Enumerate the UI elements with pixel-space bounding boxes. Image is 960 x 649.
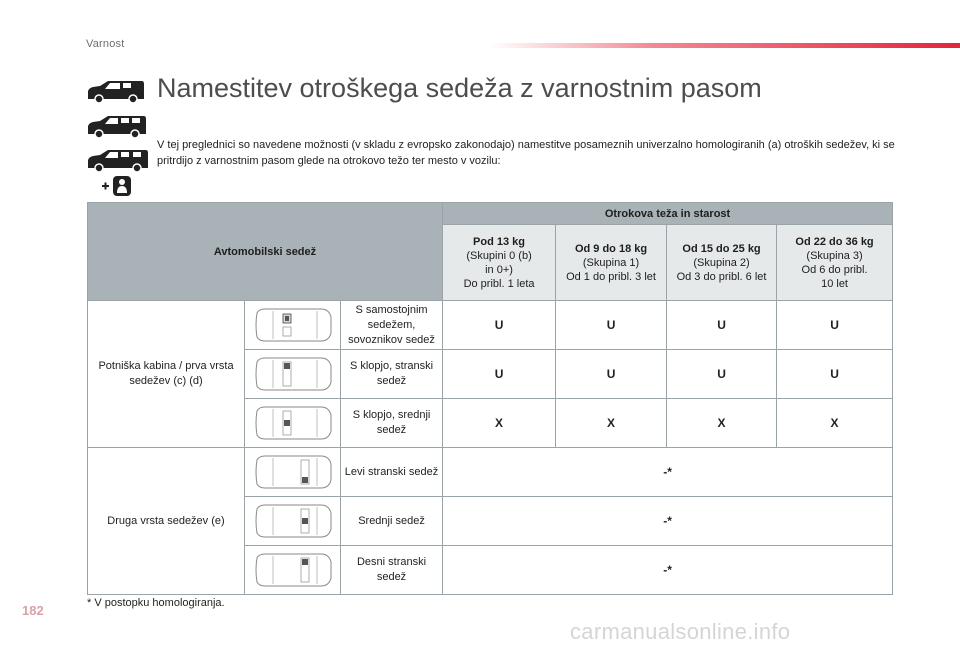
table-cell-value: X [667, 399, 777, 448]
seat-position: S klopjo, srednji sedež [341, 399, 443, 448]
table-cell-value: -* [443, 546, 893, 595]
page-number: 182 [22, 603, 44, 618]
car-seat-diagram-icon [245, 301, 341, 350]
car-seat-diagram-icon [245, 497, 341, 546]
table-row [88, 301, 893, 350]
car-seat-diagram-icon [245, 448, 341, 497]
group-label-front: Potniška kabina / prva vrsta sedežev (c) (d) [88, 301, 245, 448]
van-medium-icon [86, 114, 148, 140]
table-cell-value: U [777, 301, 893, 350]
group-label-second-row: Druga vrsta sedežev (e) [88, 448, 245, 595]
category-header: Od 22 do 36 kg (Skupina 3) Od 6 do pribl. 10 let [777, 225, 893, 301]
col-vehicle-seat-header: Avtomobilski sedež [88, 203, 443, 301]
page-title: Namestitev otroškega sedeža z varnostnim pasom [157, 73, 762, 103]
table-cell-value: U [556, 301, 667, 350]
seat-position: Srednji sedež [341, 497, 443, 546]
section-label: Varnost [86, 38, 125, 50]
intro-text: V tej preglednici so navedene možnosti (v skladu z evropsko zakonodajo) namestitve posameznih univerzalno homologiranih (a) otroških sedežev, ki se pritrdijo z varnostnim pasom glede na otrokovo težo ter mesto v vozilu: [157, 139, 895, 167]
child-seat-icon [100, 175, 134, 202]
watermark: carmanualsonline.info [570, 619, 791, 644]
table-cell-value: U [667, 301, 777, 350]
footnote: * V postopku homologiranja. [87, 597, 225, 609]
seat-position: Desni stranski sedež [341, 546, 443, 595]
table-cell-value: U [443, 350, 556, 399]
table-cell-value: -* [443, 497, 893, 546]
child-seat-table [87, 202, 893, 595]
seat-position: S samostojnim sedežem, sovoznikov sedež [341, 301, 443, 350]
category-header: Pod 13 kg (Skupini 0 (b) in 0+) Do pribl. 1 leta [443, 225, 556, 301]
col-group-header: Otrokova teža in starost [443, 203, 893, 225]
category-header: Od 9 do 18 kg (Skupina 1) Od 1 do pribl. 3 let [556, 225, 667, 301]
header-accent-bar [490, 43, 960, 48]
table-cell-value: X [777, 399, 893, 448]
table-cell-value: X [556, 399, 667, 448]
van-short-icon [86, 79, 146, 105]
car-seat-diagram-icon [245, 546, 341, 595]
car-seat-diagram-icon [245, 399, 341, 448]
table-cell-value: X [443, 399, 556, 448]
table-cell-value: U [556, 350, 667, 399]
van-long-icon [86, 148, 150, 174]
car-seat-diagram-icon [245, 350, 341, 399]
table-cell-value: U [777, 350, 893, 399]
seat-position: S klopjo, stranski sedež [341, 350, 443, 399]
category-header: Od 15 do 25 kg (Skupina 2) Od 3 do pribl. 6 let [667, 225, 777, 301]
table-cell-value: U [667, 350, 777, 399]
seat-position: Levi stranski sedež [341, 448, 443, 497]
table-cell-value: -* [443, 448, 893, 497]
table-cell-value: U [443, 301, 556, 350]
table-row [88, 448, 893, 497]
